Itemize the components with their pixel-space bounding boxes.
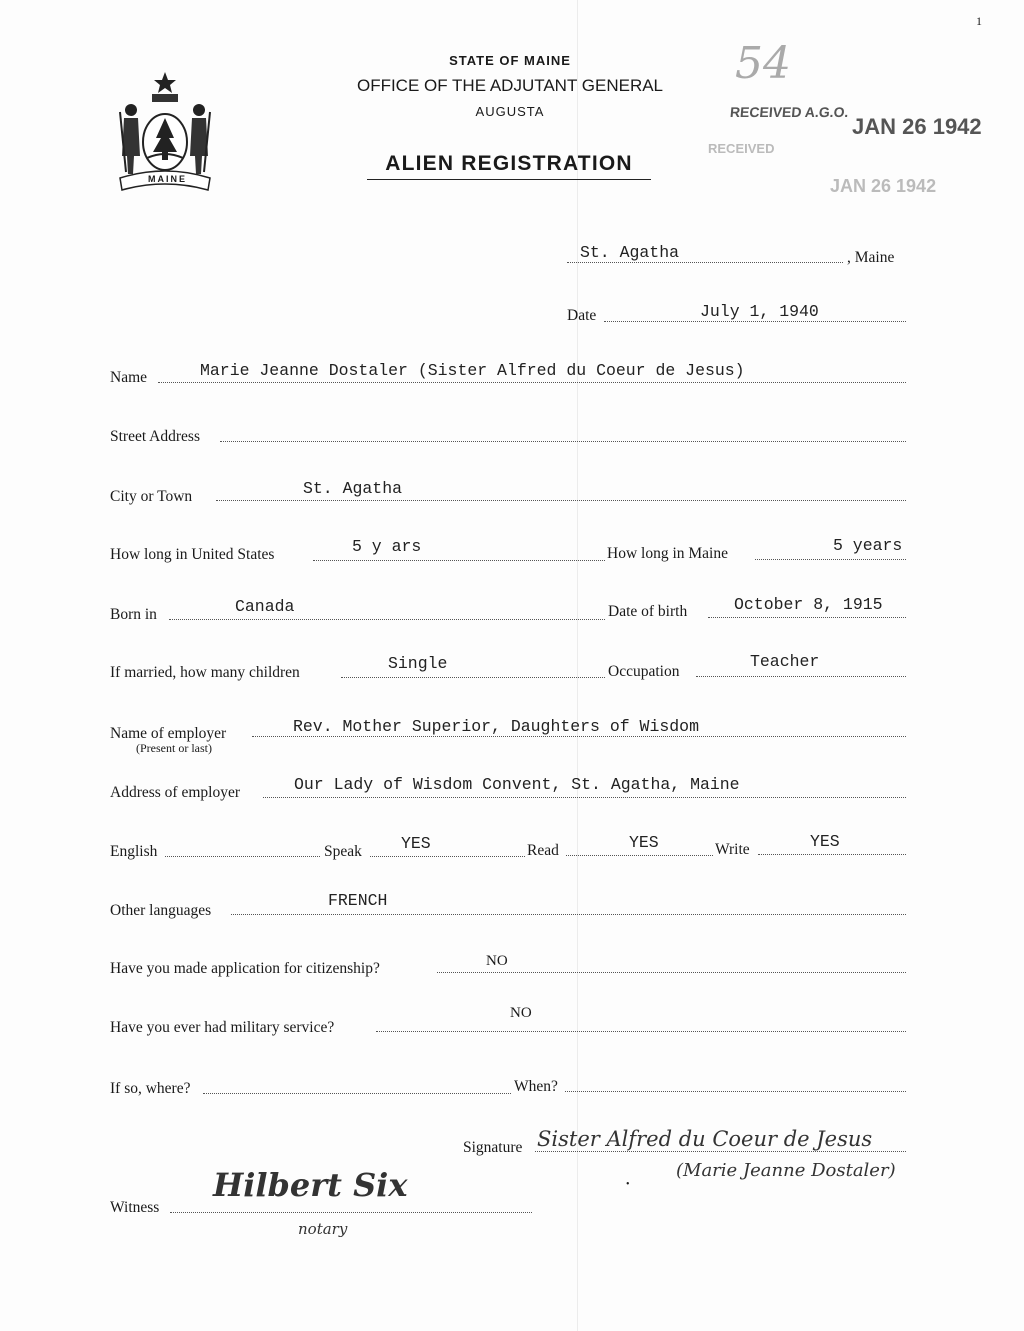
dob-label: Date of birth [608, 603, 688, 620]
write-field [758, 854, 906, 855]
where-label: If so, where? [110, 1080, 191, 1097]
english-label: English [110, 843, 158, 860]
other-languages-value: FRENCH [328, 891, 388, 910]
military-label: Have you ever had military service? [110, 1019, 335, 1036]
faded-received-stamp: RECEIVED [708, 141, 775, 156]
title-underline [367, 179, 651, 180]
city-field [216, 500, 906, 501]
us-duration-field [313, 560, 605, 561]
signature-line2: (Marie Jeanne Dostaler) [676, 1160, 896, 1181]
witness-note: notary [298, 1220, 348, 1238]
occupation-field [696, 676, 906, 677]
city-value: St. Agatha [303, 479, 403, 498]
place-state-label: , Maine [847, 249, 895, 266]
maine-duration-field [755, 559, 906, 560]
ink-dot: • [626, 1179, 630, 1190]
read-field [566, 855, 713, 856]
employer-sublabel: (Present or last) [136, 741, 212, 755]
header-city: AUGUSTA [475, 104, 545, 119]
name-label: Name [110, 369, 148, 386]
when-label: When? [514, 1078, 558, 1095]
form-title: ALIEN REGISTRATION [385, 152, 633, 175]
date-label: Date [567, 307, 597, 324]
occupation-label: Occupation [608, 663, 680, 680]
speak-field [370, 856, 525, 857]
header-state: STATE OF MAINE [449, 53, 571, 68]
maine-duration-label: How long in Maine [607, 545, 728, 562]
street-field [220, 441, 906, 442]
faded-stamp-date: JAN 26 1942 [830, 176, 937, 196]
signature-field [535, 1151, 906, 1152]
speak-label: Speak [324, 843, 362, 860]
street-label: Street Address [110, 428, 200, 445]
signature-label: Signature [463, 1139, 523, 1156]
received-stamp-date: JAN 26 1942 [852, 114, 982, 139]
page-number: 1 [976, 14, 982, 28]
received-stamp: RECEIVED A.G.O. [729, 104, 850, 120]
born-in-label: Born in [110, 606, 157, 623]
other-languages-label: Other languages [110, 902, 212, 919]
read-value: YES [629, 833, 659, 852]
read-label: Read [527, 842, 559, 859]
speak-value: YES [401, 834, 431, 853]
employer-address-field [263, 797, 906, 798]
signature-line1: Sister Alfred du Coeur de Jesus [537, 1127, 873, 1151]
where-field [203, 1093, 511, 1094]
employer-address-label: Address of employer [110, 784, 240, 801]
military-value: NO [510, 1005, 532, 1021]
employer-value: Rev. Mother Superior, Daughters of Wisdom [293, 717, 699, 736]
children-field [341, 677, 605, 678]
write-value: YES [810, 832, 840, 851]
witness-signature: Hilbert Six [213, 1166, 408, 1204]
employer-address-value: Our Lady of Wisdom Convent, St. Agatha, Maine [294, 775, 740, 794]
seal-banner-text: MAINE [148, 174, 187, 184]
place-value: St. Agatha [580, 243, 680, 262]
us-duration-label: How long in United States [110, 546, 275, 563]
maine-duration-value: 5 years [833, 536, 903, 555]
name-value: Marie Jeanne Dostaler (Sister Alfred du Coeur de Jesus) [200, 361, 745, 380]
citizenship-label: Have you made application for citizenship? [110, 960, 380, 977]
occupation-value: Teacher [750, 652, 820, 671]
employer-label: Name of employer [110, 725, 227, 742]
date-value: July 1, 1940 [700, 302, 819, 321]
header-office: OFFICE OF THE ADJUTANT GENERAL [356, 76, 664, 95]
handwritten-number: 54 [735, 38, 791, 89]
write-label: Write [715, 841, 750, 858]
born-in-value: Canada [235, 597, 295, 616]
citizenship-value: NO [486, 953, 508, 969]
employer-field [252, 736, 906, 737]
english-field [165, 856, 320, 857]
us-duration-value: 5 y ars [352, 537, 422, 556]
dob-field [708, 617, 906, 618]
state-seal-icon [112, 66, 218, 194]
children-label: If married, how many children [110, 664, 300, 681]
place-field [567, 262, 843, 263]
military-field [376, 1031, 906, 1032]
name-field [158, 382, 906, 383]
when-field [565, 1091, 906, 1092]
citizenship-field [437, 972, 906, 973]
dob-value: October 8, 1915 [734, 595, 883, 614]
city-label: City or Town [110, 488, 193, 505]
other-languages-field [231, 914, 906, 915]
born-in-field [169, 619, 605, 620]
date-field [604, 321, 906, 322]
children-value: Single [388, 654, 448, 673]
witness-field [170, 1212, 532, 1213]
witness-label: Witness [110, 1199, 160, 1216]
